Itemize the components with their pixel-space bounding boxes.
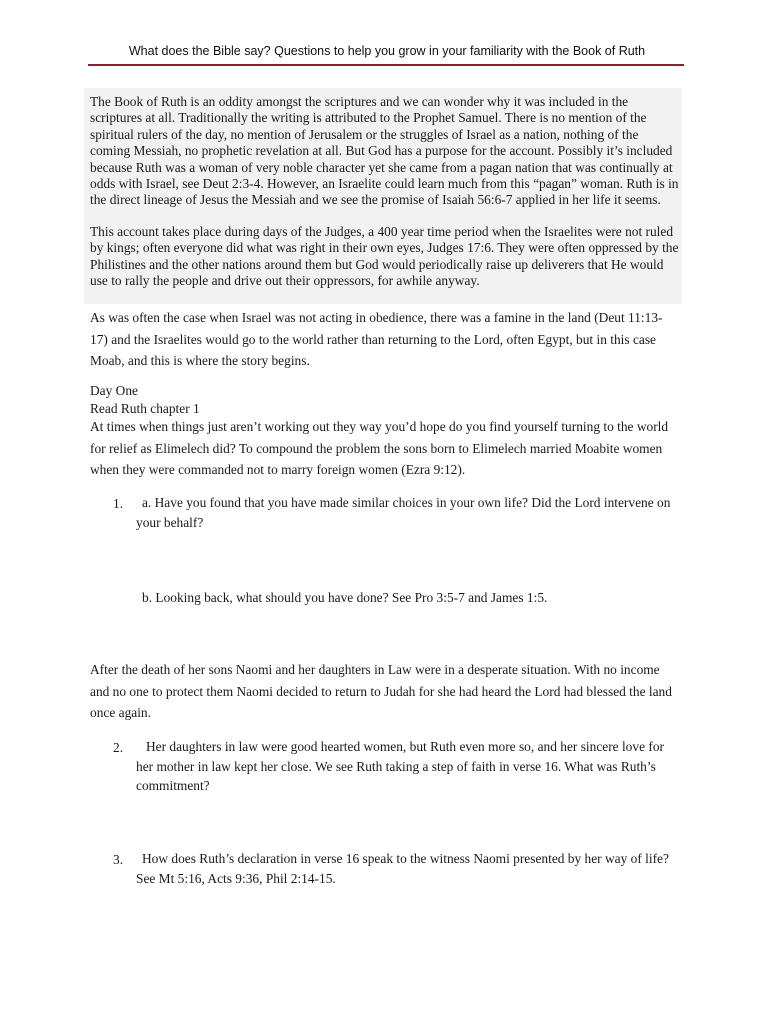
question-1-number: 1. <box>113 496 124 511</box>
question-1a: a. Have you found that you have made similar choices in your own life? Did the Lord intervene on your behalf? <box>136 495 671 530</box>
question-3: How does Ruth’s declaration in verse 16 speak to the witness Naomi presented by her way of life? See Mt 5:16, Acts 9:36, Phil 2:14-15. <box>136 851 669 886</box>
question-1b: b. Looking back, what should you have done? See Pro 3:5-7 and James 1:5. <box>142 590 548 605</box>
intro-paragraph-2: This account takes place during days of the Judges, a 400 year time period when the Israelites were not ruled by kings; often everyone did what was right in their own eyes, Judges 17:6. They were often oppressed by the Philistines and the other nations around them but God would periodically raise up deliverers that He would use to rally the people and drive out their oppressors, for awhile anyway. <box>90 224 679 289</box>
page-header-title: What does the Bible say? Questions to help you grow in your familiarity with the Book of Ruth <box>128 44 646 58</box>
intro-paragraph-1: The Book of Ruth is an oddity amongst the scriptures and we can wonder why it was included in the scriptures at all. Traditionally the writing is attributed to the Prophet Samuel. There is no mention of the spiritual rulers of the day, no mention of Jerusalem or the struggles of Israel as a nation, nothing of the coming Messiah, no prophetic revelation at all. But God has a purpose for the account. Possibly it’s included because Ruth was a woman of very noble character yet she came from a pagan nation that was continually at odds with Israel, see Deut 2:3-4. However, an Israelite could learn much from this “pagan” woman. Ruth is in the direct lineage of Jesus the Messiah and we see the promise of Isaiah 56:6-7 applied in her life it seems. <box>90 94 679 208</box>
day-one-intro: At times when things just aren’t working out they way you’d hope do you find yourself turning to the world for relief as Elimelech did? To compound the problem the sons born to Elimelech married Moabite women when they were commanded not to marry foreign women (Ezra 9:12). <box>90 419 669 478</box>
question-2: Her daughters in law were good hearted women, but Ruth even more so, and her sincere love for her mother in law kept her close. We see Ruth taking a step of faith in verse 16. What was Ruth’s commitment? <box>136 739 664 794</box>
transition-paragraph: After the death of her sons Naomi and her daughters in Law were in a desperate situation. With no income and no one to protect them Naomi decided to return to Judah for she had heard the Lord had blessed the land once again. <box>90 662 672 721</box>
question-2-number: 2. <box>113 740 124 755</box>
reading-assignment: Read Ruth chapter 1 <box>90 401 200 416</box>
question-3-number: 3. <box>113 852 124 867</box>
day-one-heading: Day One <box>90 383 138 398</box>
header-divider <box>88 64 684 66</box>
famine-paragraph: As was often the case when Israel was not acting in obedience, there was a famine in the land (Deut 11:13-17) and the Israelites would go to the world rather than returning to the Lord, often Egypt, but in this case Moab, and this is where the story begins. <box>90 310 663 369</box>
